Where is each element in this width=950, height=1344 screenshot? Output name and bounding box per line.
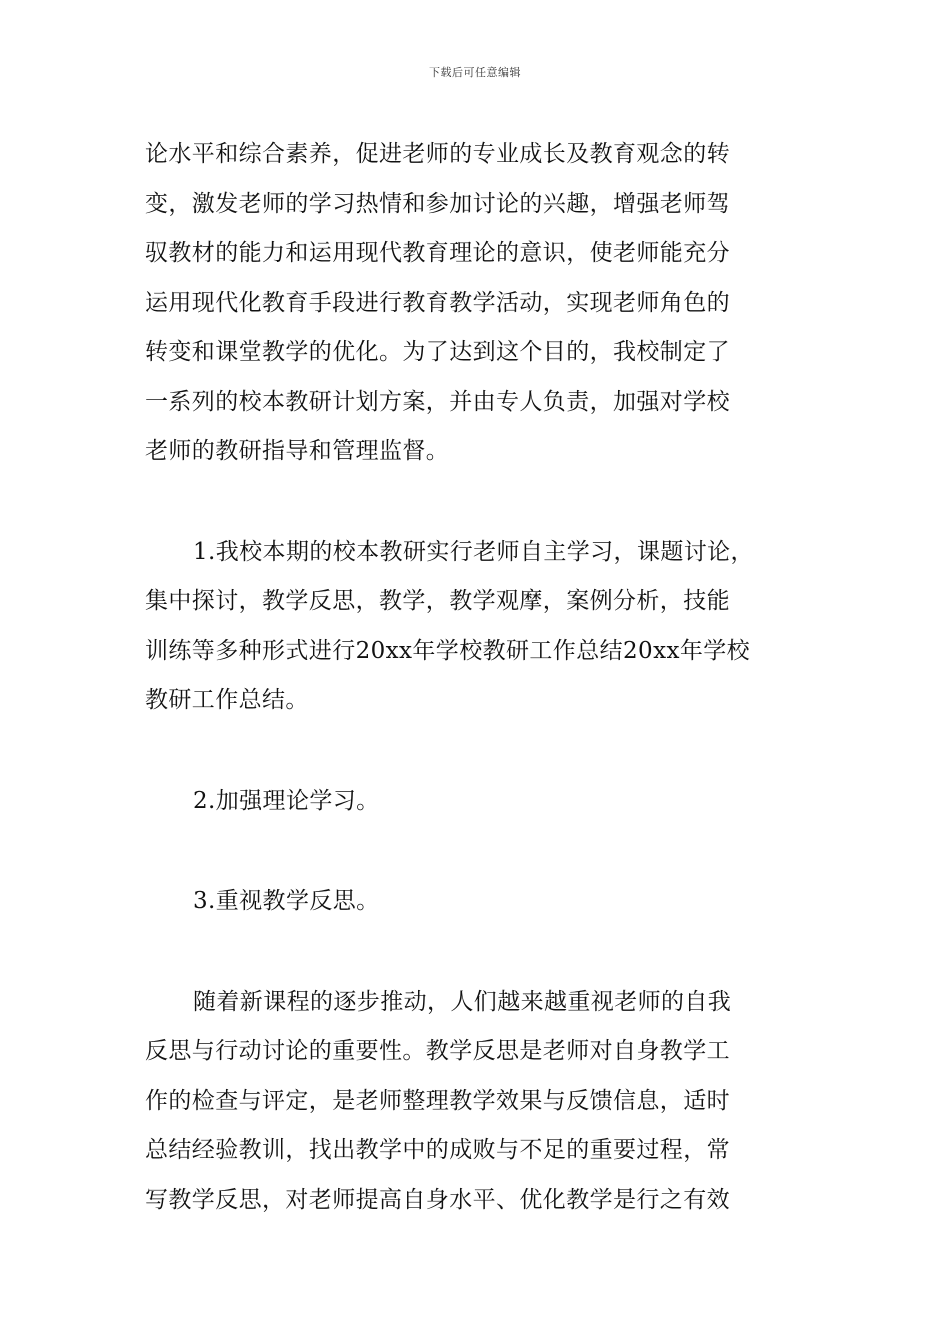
page-header-note: 下载后可任意编辑 <box>429 66 521 79</box>
paragraph-spacer <box>145 726 805 777</box>
paragraph-item-2 <box>145 777 805 827</box>
text-line: 随着新课程的逐步推动，人们越来越重视老师的自我 <box>193 988 732 1015</box>
text-line: 驭教材的能力和运用现代教育理论的意识，使老师能充分 <box>145 240 730 266</box>
paragraph-item-1 <box>145 528 805 726</box>
text-line: 1.我校本期的校本教研实行老师自主学习，课题讨论， <box>193 538 754 565</box>
paragraph-reflection <box>145 978 805 1226</box>
text-line: 运用现代化教育手段进行教育教学活动，实现老师角色的 <box>145 289 730 316</box>
paragraph-spacer <box>145 477 805 528</box>
text-line: 论水平和综合素养，促进老师的专业成长及教育观念的转 <box>145 141 730 167</box>
text-line: 老师的教研指导和管理监督。 <box>145 438 450 464</box>
paragraph-spacer <box>145 826 805 877</box>
text-line: 3.重视教学反思。 <box>193 888 380 914</box>
document-body <box>145 130 805 1225</box>
text-line: 总结经验教训，找出教学中的成败与不足的重要过程，常 <box>145 1137 730 1163</box>
text-line: 写教学反思，对老师提高自身水平、优化教学是行之有效 <box>145 1186 730 1213</box>
text-line: 转变和课堂教学的优化。为了达到这个目的，我校制定了 <box>145 339 730 365</box>
text-line: 2.加强理论学习。 <box>193 787 380 814</box>
paragraph-intro <box>145 130 805 477</box>
text-line: 训练等多种形式进行20xx年学校教研工作总结20xx年学校 <box>145 637 751 664</box>
text-line: 作的检查与评定，是老师整理教学效果与反馈信息，适时 <box>145 1087 730 1114</box>
text-line: 反思与行动讨论的重要性。教学反思是老师对自身教学工 <box>145 1038 730 1064</box>
text-line: 教研工作总结。 <box>145 687 309 713</box>
paragraph-spacer <box>145 927 805 978</box>
text-line: 变，激发老师的学习热情和参加讨论的兴趣，增强老师驾 <box>145 190 730 217</box>
text-line: 一系列的校本教研计划方案，并由专人负责，加强对学校 <box>145 388 730 415</box>
paragraph-item-3 <box>145 877 805 927</box>
text-line: 集中探讨，教学反思，教学，教学观摩，案例分析，技能 <box>145 588 730 614</box>
